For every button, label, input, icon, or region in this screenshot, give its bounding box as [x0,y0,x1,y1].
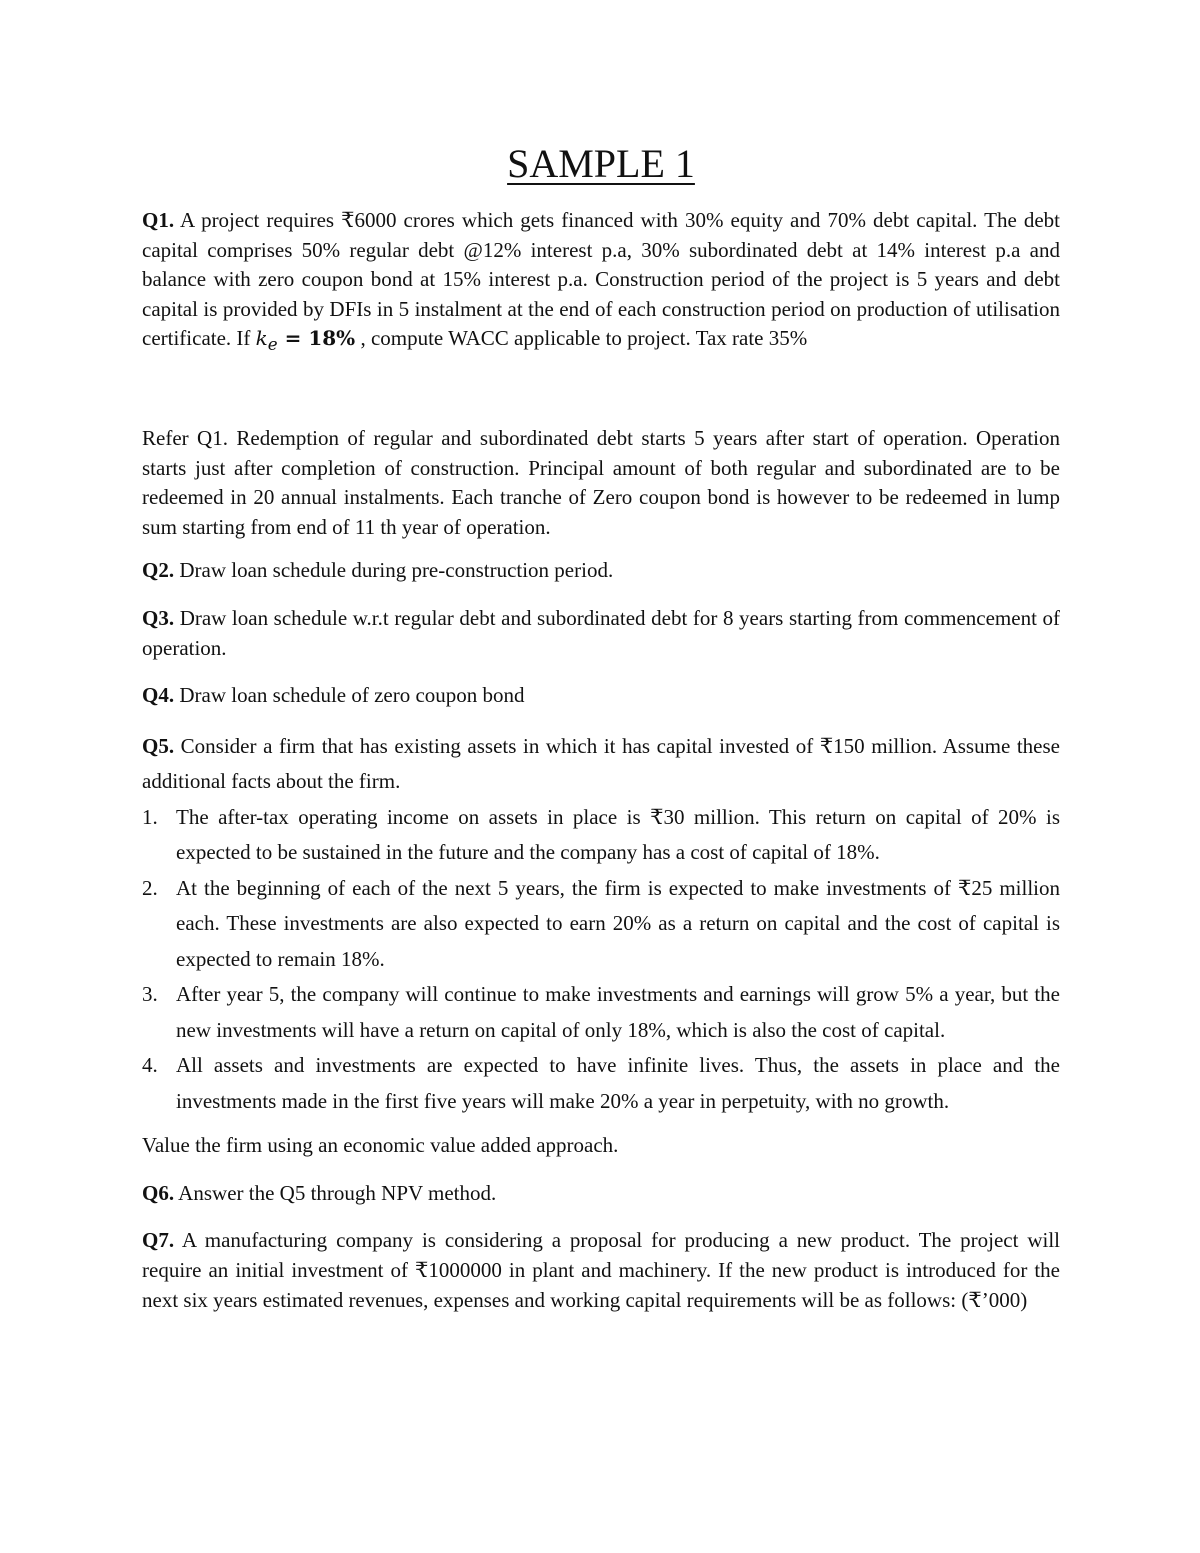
q4-label: Q4. [142,683,175,708]
ke-symbol: k [255,326,268,351]
q3-text: Draw loan schedule w.r.t regular debt and subordinated debt for 8 years starting from commencement of operation. [142,605,1060,660]
list-item [142,977,1060,1048]
list-item [142,871,1060,978]
q5-label: Q5. [142,733,175,758]
q1-label: Q1. [142,208,175,232]
ke-subscript: e [267,335,278,355]
list-item-number: 1. [142,804,158,829]
list-item-text: The after-tax operating income on assets in place is ₹30 million. This return on capital of 20% is expected to be sustained in the future and the company has a cost of capital of 18%. [176,804,1060,865]
document-page [142,140,1060,1315]
refer-q1-paragraph: Refer Q1. Redemption of regular and subordinated debt starts 5 years after start of operation. Operation starts just after completion of construction. Principal amount of both regular and subordinated are to be redeemed in 20 annual instalments. Each tranche of Zero coupon bond is however to be redeemed in lump sum starting from end of 11 th year of operation. [142,425,1060,539]
page-title: SAMPLE 1 [507,141,695,186]
q5-text: Consider a firm that has existing assets in which it has capital invested of ₹150 million. Assume these additional facts about the firm. [142,733,1060,794]
q5-facts-list [142,800,1060,1120]
list-item-number: 2. [142,875,158,900]
list-item-text: At the beginning of each of the next 5 years, the firm is expected to make investments of ₹25 million each. These investments are also expected to earn 20% as a return on capital and the cost of capital is expected to remain 18%. [176,875,1060,971]
list-item-text: After year 5, the company will continue to make investments and earnings will grow 5% a year, but the new investments will have a return on capital of only 18%, which is also the cost of capital. [176,982,1060,1042]
q1-text-before: A project requires ₹6000 crores which gets financed with 30% equity and 70% debt capital. The debt capital comprises 50% regular debt @12% interest p.a, 30% subordinated debt at 14% interest p.a and balance with zero coupon bond at 15% interest p.a. Construction period of the project is 5 years and debt capital is provided by DFIs in 5 instalment at the end of each construction period on production of utilisation certificate. If [142,208,1060,351]
question-q2 [142,556,1060,586]
question-q1 [142,206,1060,360]
q6-text: Answer the Q5 through NPV method. [174,1180,497,1205]
q2-label: Q2. [142,558,175,583]
q4-text: Draw loan schedule of zero coupon bond [174,683,525,708]
list-item-text: All assets and investments are expected to have infinite lives. Thus, the assets in place and the investments made in the first five years will make 20% a year in perpetuity, with no growth. [176,1053,1060,1113]
question-q3 [142,604,1060,663]
list-item [142,800,1060,871]
question-q4 [142,681,1060,711]
q5-closing: Value the firm using an economic value added approach. [142,1133,619,1158]
list-item-number: 4. [142,1053,158,1078]
ke-formula [255,326,356,355]
q7-label: Q7. [142,1228,175,1253]
q2-text: Draw loan schedule during pre-construction period. [174,558,614,583]
question-q5 [142,729,1060,800]
question-q7 [142,1226,1060,1315]
q6-label: Q6. [142,1180,175,1205]
q1-text-after: , compute WACC applicable to project. Tax rate 35% [355,326,808,351]
q7-text: A manufacturing company is considering a proposal for producing a new product. The project will require an initial investment of ₹1000000 in plant and machinery. If the new product is introduced for the next six years estimated revenues, expenses and working capital requirements will be as follows: (₹’000) [142,1228,1060,1312]
list-item [142,1048,1060,1119]
ke-value: = 18% [277,326,356,351]
question-q6 [142,1179,1060,1209]
list-item-number: 3. [142,982,158,1007]
q3-label: Q3. [142,605,175,630]
